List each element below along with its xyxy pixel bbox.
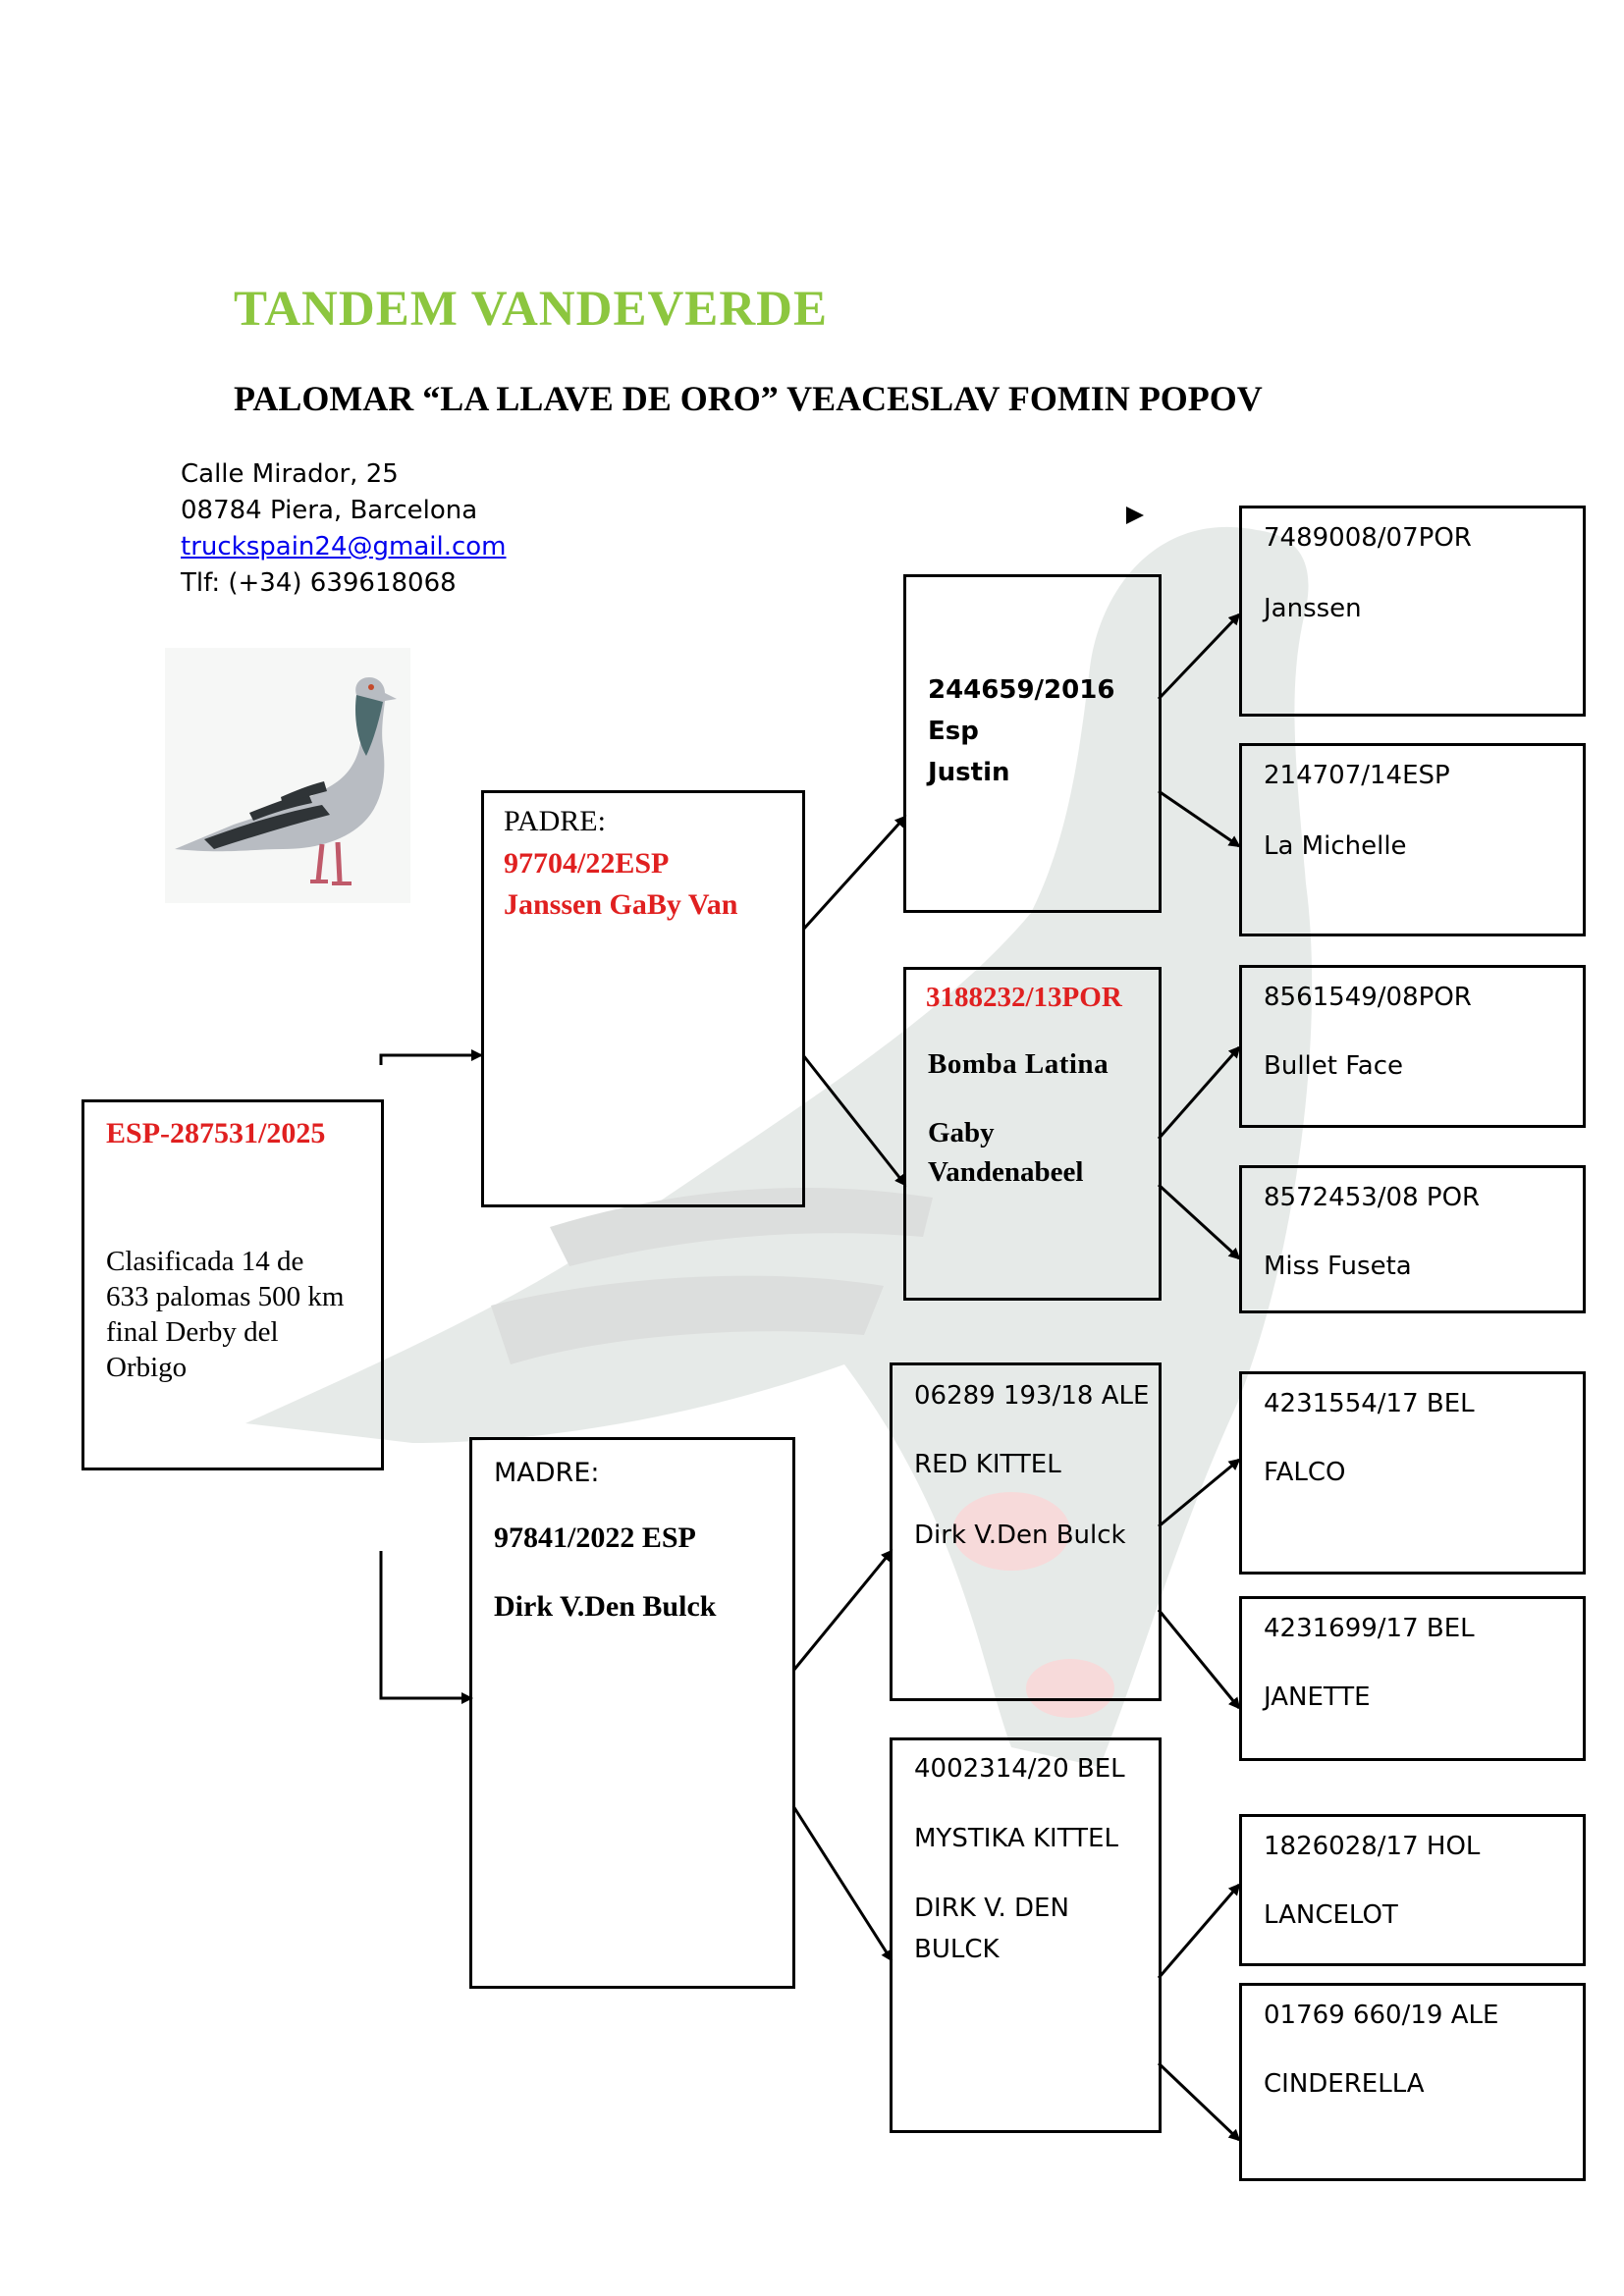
granddam-maternal-box (890, 1737, 1162, 2133)
subject-note-2: 633 palomas 500 km (106, 1281, 345, 1312)
ggp-name: FALCO (1264, 1458, 1346, 1487)
contact-phone: Tlf: (+34) 639618068 (181, 568, 457, 598)
gp-pm-breeder-2: Vandenabeel (928, 1156, 1084, 1188)
gp-pm-ring: 3188232/13POR (926, 982, 1122, 1013)
subject-note-4: Orbigo (106, 1352, 188, 1383)
ggp-name: Bullet Face (1264, 1051, 1404, 1081)
ggp-name: La Michelle (1264, 831, 1407, 861)
madre-label: MADRE: (494, 1458, 600, 1488)
great-grandparent-box-2 (1239, 743, 1586, 936)
gp-mp-name: RED KITTEL (914, 1450, 1061, 1479)
ggp-name: JANETTE (1264, 1682, 1371, 1712)
great-grandparent-box-3 (1239, 965, 1586, 1128)
ggp-ring: 4231554/17 BEL (1264, 1389, 1475, 1418)
ggp-ring: 214707/14ESP (1264, 761, 1450, 790)
loft-subtitle: PALOMAR “LA LLAVE DE ORO” VEACESLAV FOMIN POPOV (234, 379, 1263, 418)
ggp-ring: 8561549/08POR (1264, 983, 1472, 1012)
gp-pp-ring: 244659/2016 (928, 675, 1115, 705)
grandsire-paternal-box (903, 574, 1162, 913)
gp-mm-ring: 4002314/20 BEL (914, 1754, 1125, 1784)
great-grandparent-box-7 (1239, 1814, 1586, 1966)
ggp-name: LANCELOT (1264, 1900, 1398, 1930)
great-grandparent-box-6 (1239, 1596, 1586, 1761)
ggp-ring: 01769 660/19 ALE (1264, 2001, 1499, 2030)
ggp-name: Miss Fuseta (1264, 1252, 1412, 1281)
subject-ring: ESP-287531/2025 (106, 1117, 326, 1149)
gp-mm-breeder-2: BULCK (914, 1935, 1000, 1964)
ggp-ring: 4231699/17 BEL (1264, 1614, 1475, 1643)
great-grandparent-box-8 (1239, 1983, 1586, 2181)
ggp-name: CINDERELLA (1264, 2069, 1425, 2099)
ggp-ring: 8572453/08 POR (1264, 1183, 1481, 1212)
ggp-name: Janssen (1264, 594, 1362, 623)
contact-email-link[interactable]: truckspain24@gmail.com (181, 532, 507, 561)
gp-pm-name: Bomba Latina (928, 1048, 1110, 1080)
contact-street: Calle Mirador, 25 (181, 459, 399, 489)
page-title: TANDEM VANDEVERDE (234, 282, 828, 337)
gp-mp-ring: 06289 193/18 ALE (914, 1381, 1150, 1411)
subject-note-1: Clasificada 14 de (106, 1246, 304, 1277)
great-grandparent-box-1 (1239, 506, 1586, 717)
gp-pm-breeder-1: Gaby (928, 1117, 995, 1148)
madre-box (469, 1437, 795, 1989)
arrow-head-icon (1126, 507, 1144, 524)
gp-mm-name: MYSTIKA KITTEL (914, 1824, 1118, 1853)
ggp-ring: 7489008/07POR (1264, 523, 1472, 553)
gp-mm-breeder-1: DIRK V. DEN (914, 1894, 1069, 1923)
subject-box (81, 1099, 384, 1470)
padre-box (481, 790, 805, 1207)
grandsire-maternal-box (890, 1362, 1162, 1701)
gp-pp-name: Justin (928, 758, 1010, 787)
gp-pp-country: Esp (928, 717, 979, 746)
great-grandparent-box-4 (1239, 1165, 1586, 1313)
padre-ring: 97704/22ESP (504, 847, 670, 880)
contact-city: 08784 Piera, Barcelona (181, 496, 478, 525)
padre-name: Janssen GaBy Van (504, 888, 738, 921)
gp-mp-breeder: Dirk V.Den Bulck (914, 1521, 1126, 1550)
ggp-ring: 1826028/17 HOL (1264, 1832, 1481, 1861)
great-grandparent-box-5 (1239, 1371, 1586, 1575)
subject-note-3: final Derby del (106, 1316, 279, 1348)
padre-label: PADRE: (504, 805, 606, 837)
granddam-paternal-box (903, 967, 1162, 1301)
madre-ring: 97841/2022 ESP (494, 1522, 696, 1554)
madre-name: Dirk V.Den Bulck (494, 1590, 717, 1623)
